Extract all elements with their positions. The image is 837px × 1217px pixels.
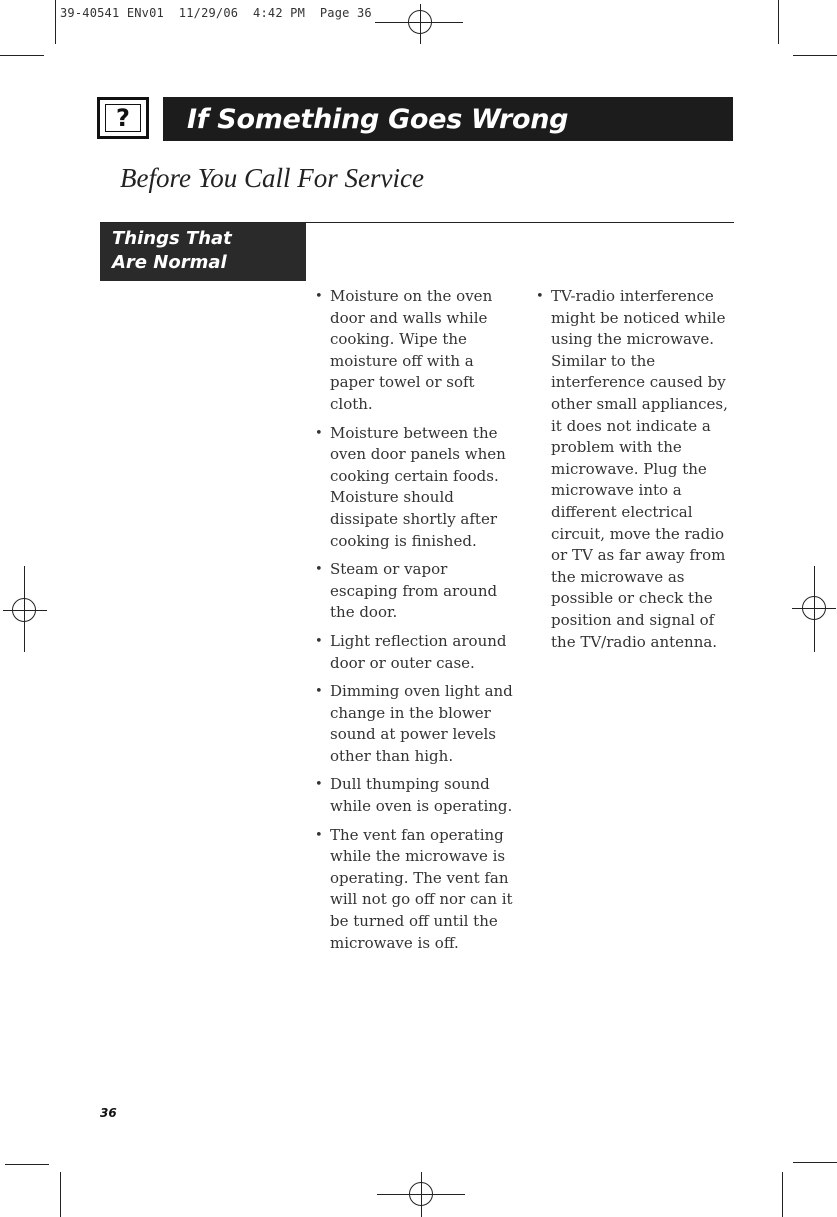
normal-things-list-left (313, 286, 513, 954)
bullet-icon: • (536, 289, 544, 304)
page-title: If Something Goes Wrong (187, 103, 569, 135)
section-heading-line-2: Are Normal (112, 252, 227, 273)
crop-mark-top-left-v (55, 0, 56, 44)
list-item (313, 631, 513, 674)
bullet-icon: • (315, 289, 323, 304)
list-item (313, 423, 513, 553)
page-number: 36 (100, 1106, 117, 1120)
bullet-icon: • (315, 827, 323, 843)
page-subtitle: Before You Call For Service (120, 163, 424, 193)
bullet-icon: • (315, 633, 323, 649)
list-item (313, 825, 513, 955)
registration-target-left-circle (12, 598, 36, 622)
crop-mark-bottom-left-h (5, 1164, 49, 1165)
list-item-text: Dull thumping sound while oven is operating. (330, 775, 513, 816)
page-title-bar (163, 97, 733, 141)
question-mark-glyph: ? (105, 104, 141, 132)
bullet-icon: • (315, 425, 323, 441)
registration-target-right-circle (802, 596, 826, 620)
list-item-text: Dimming oven light and change in the blower sound at power levels other than high. (330, 682, 513, 765)
list-item (313, 286, 513, 416)
list-item-text: Light reflection around door or outer case. (330, 631, 507, 672)
section-heading (100, 223, 306, 281)
bullet-icon: • (315, 684, 323, 700)
right-column (534, 286, 734, 660)
crop-mark-bottom-right-h (793, 1162, 837, 1163)
crop-mark-bottom-right-v (782, 1172, 783, 1217)
list-item-text: Moisture on the oven door and walls while cooking. Wipe the moisture off with a paper towel or soft cloth. (330, 287, 493, 413)
list-item (313, 559, 513, 624)
crop-mark-bottom-left-v (60, 1172, 61, 1217)
left-column (313, 286, 513, 961)
normal-things-list-right (534, 286, 734, 653)
list-item-text: TV-radio interference might be noticed while using the microwave. Similar to the interference caused by other small appliances, it does not indicate a problem with the microwave. Plug the microwave into a different electrical circuit, move the radio or TV as far away from the microwave as possible or check the position and signal of the TV/radio antenna. (551, 287, 728, 651)
list-item-text: Steam or vapor escaping from around the door. (330, 560, 498, 622)
question-mark-icon (97, 97, 149, 139)
registration-target-top-circle (408, 10, 432, 34)
bullet-icon: • (315, 777, 323, 793)
list-item-text: The vent fan operating while the microwave is operating. The vent fan will not go off nor can it be turned off until the microwave is off. (330, 825, 513, 952)
crop-mark-top-left-h (0, 55, 44, 56)
crop-mark-top-right-h (793, 55, 837, 56)
print-slug: 39-40541 ENv01 11/29/06 4:42 PM Page 36 (60, 6, 372, 20)
list-item (534, 286, 734, 653)
list-item (313, 774, 513, 817)
list-item-text: Moisture between the oven door panels when cooking certain foods. Moisture should dissipate shortly after cooking is finished. (330, 423, 506, 550)
bullet-icon: • (315, 562, 323, 578)
crop-mark-top-right-v (778, 0, 779, 44)
list-item (313, 681, 513, 767)
registration-target-bottom-circle (409, 1182, 433, 1206)
section-heading-line-1: Things That (112, 228, 232, 249)
